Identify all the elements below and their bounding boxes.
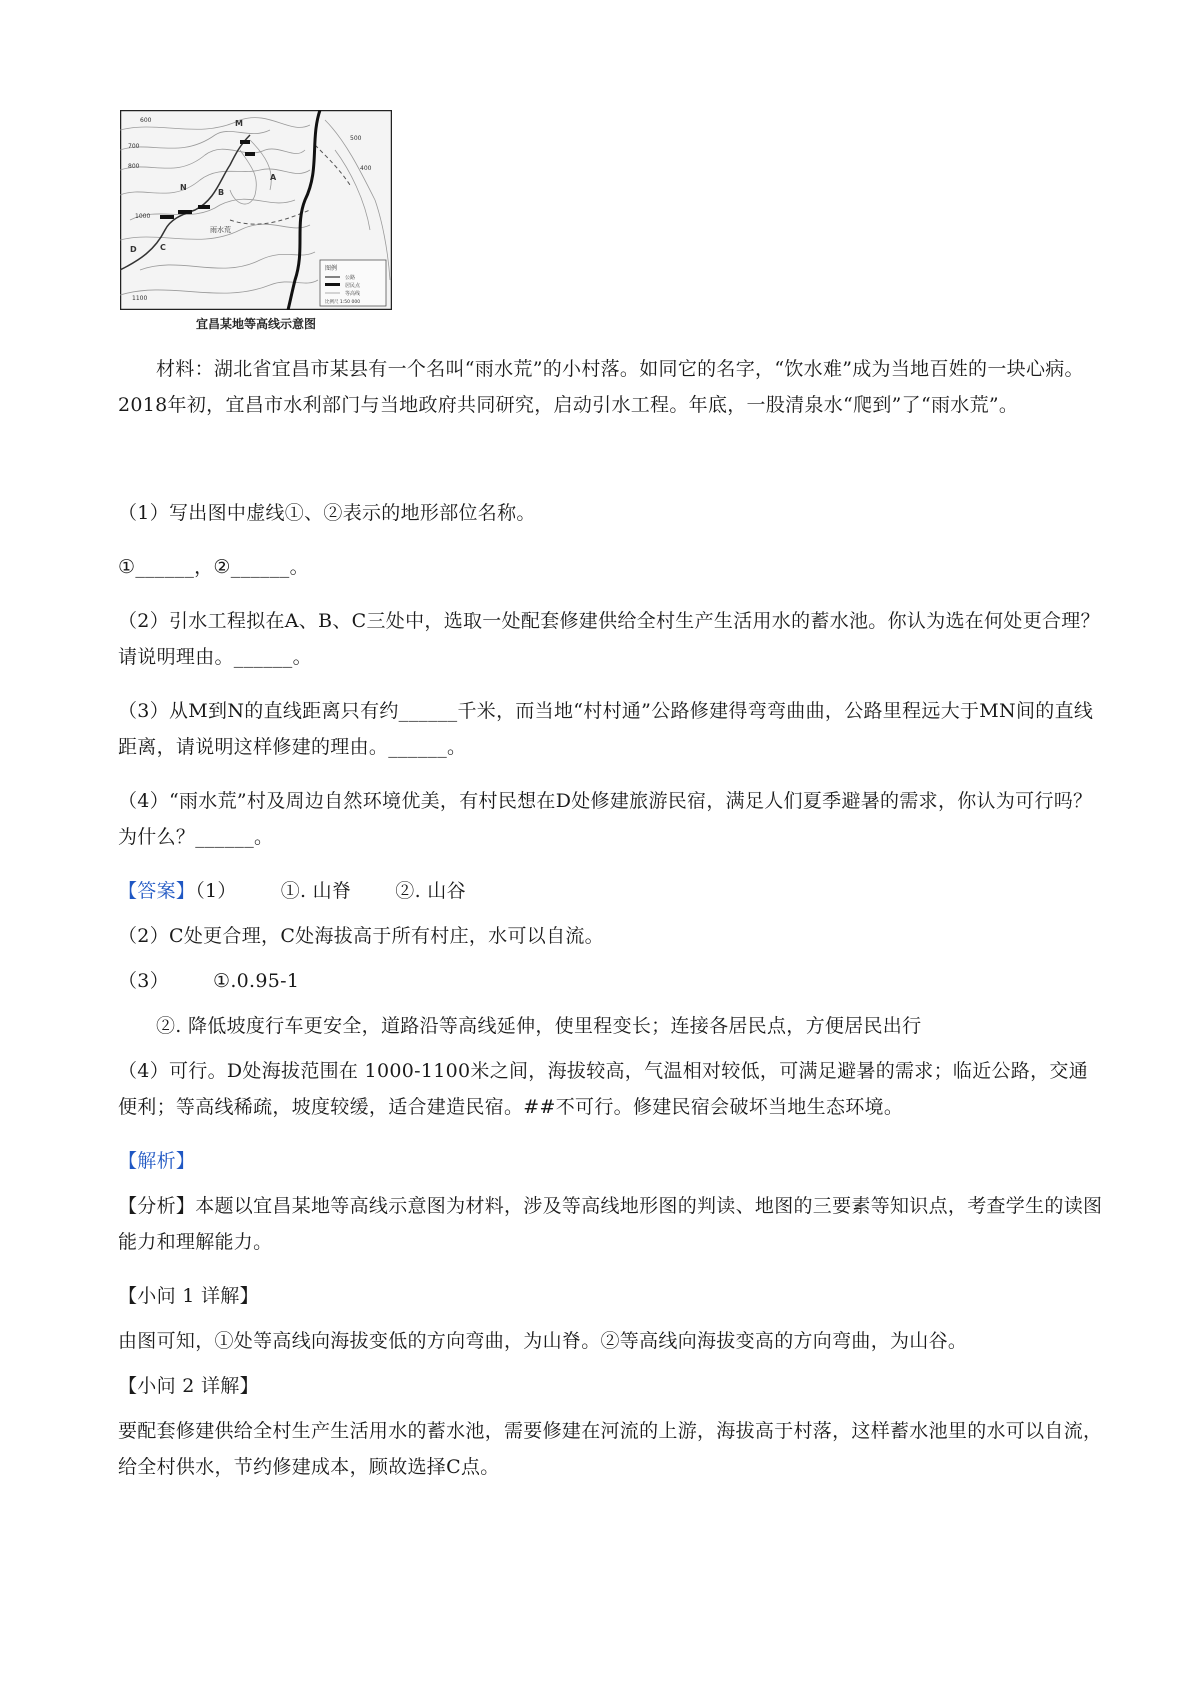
svg-text:图例: 图例: [325, 265, 338, 272]
question-4: （4）“雨水荒”村及周边自然环境优美，有村民想在D处修建旅游民宿，满足人们夏季避暑的需求，你认为可行吗？为什么？______。: [118, 790, 1093, 848]
answer-q1-prefix: （1）: [195, 880, 237, 902]
answer-q1-b: ②. 山谷: [395, 880, 466, 902]
svg-text:C: C: [160, 243, 166, 252]
svg-text:A: A: [270, 173, 277, 182]
svg-text:700: 700: [128, 143, 140, 150]
contour-map-figure: [120, 110, 392, 332]
detail-2-text: 要配套修建供给全村生产生活用水的蓄水池，需要修建在河流的上游，海拔高于村落，这样蓄水池里的水可以自流，给全村供水，节约修建成本，顾故选择C点。: [118, 1420, 1103, 1478]
analysis-tag: 【解析】: [118, 1150, 196, 1172]
svg-text:比例尺 1:50 000: 比例尺 1:50 000: [325, 300, 361, 305]
contour-map: [120, 110, 392, 310]
svg-text:500: 500: [350, 135, 362, 142]
answer-q3-line: [118, 963, 1105, 999]
detail-1-title: 【小问 1 详解】: [118, 1285, 259, 1307]
analysis-summary: 【分析】本题以宜昌某地等高线示意图为材料，涉及等高线地形图的判读、地图的三要素等知识点，考查学生的读图能力和理解能力。: [118, 1195, 1103, 1253]
answer-q3-a: ①.0.95-1: [213, 970, 300, 992]
material-paragraph: 材料：湖北省宜昌市某县有一个名叫“雨水荒”的小村落。如同它的名字，“饮水难”成为当地百姓的一块心病。2018年初，宜昌市水利部门与当地政府共同研究，启动引水工程。年底，一股清泉水“爬到”了“雨水荒”。: [118, 358, 1084, 416]
question-1: （1）写出图中虚线①、②表示的地形部位名称。: [118, 502, 536, 524]
svg-text:N: N: [180, 183, 187, 192]
svg-text:400: 400: [360, 165, 372, 172]
svg-text:雨水荒: 雨水荒: [210, 226, 231, 234]
svg-text:公路: 公路: [345, 275, 356, 281]
answer-q1-line: [118, 873, 1105, 909]
detail-2-title: 【小问 2 详解】: [118, 1375, 259, 1397]
question-1-blanks: ①______，②______。: [118, 556, 309, 578]
answer-tag: 【答案】: [118, 880, 196, 902]
question-3: （3）从M到N的直线距离只有约______千米，而当地“村村通”公路修建得弯弯曲曲，公路里程远大于MN间的直线距离，请说明这样修建的理由。______。: [118, 700, 1094, 758]
svg-text:等高线: 等高线: [345, 291, 361, 297]
question-2: （2）引水工程拟在A、B、C三处中，选取一处配套修建供给全村生产生活用水的蓄水池。你认为选在何处更合理？请说明理由。______。: [118, 610, 1100, 668]
svg-text:B: B: [218, 188, 225, 197]
svg-text:M: M: [235, 119, 243, 128]
detail-1-text: 由图可知，①处等高线向海拔变低的方向弯曲，为山脊。②等高线向海拔变高的方向弯曲，为山谷。: [118, 1330, 968, 1352]
svg-text:居民点: 居民点: [345, 283, 361, 289]
answer-q3-prefix: （3）: [118, 970, 169, 992]
svg-text:600: 600: [140, 117, 152, 124]
svg-text:1100: 1100: [132, 295, 148, 302]
answer-q4: （4）可行。D处海拔范围在 1000-1100米之间，海拔较高，气温相对较低，可满足避暑的需求；临近公路，交通便利；等高线稀疏，坡度较缓，适合建造民宿。##不可行。修建民宿会破坏当地生态环境。: [118, 1060, 1088, 1118]
answer-q3-b: ②. 降低坡度行车更安全，道路沿等高线延伸，使里程变长；连接各居民点，方便居民出行: [156, 1015, 922, 1037]
svg-text:800: 800: [128, 163, 140, 170]
svg-text:1000: 1000: [135, 213, 151, 220]
figure-caption: 宜昌某地等高线示意图: [195, 317, 316, 331]
answer-q1-a: ①. 山脊: [280, 880, 352, 902]
answer-q2: （2）C处更合理，C处海拔高于所有村庄，水可以自流。: [118, 925, 604, 947]
svg-text:D: D: [130, 245, 137, 254]
